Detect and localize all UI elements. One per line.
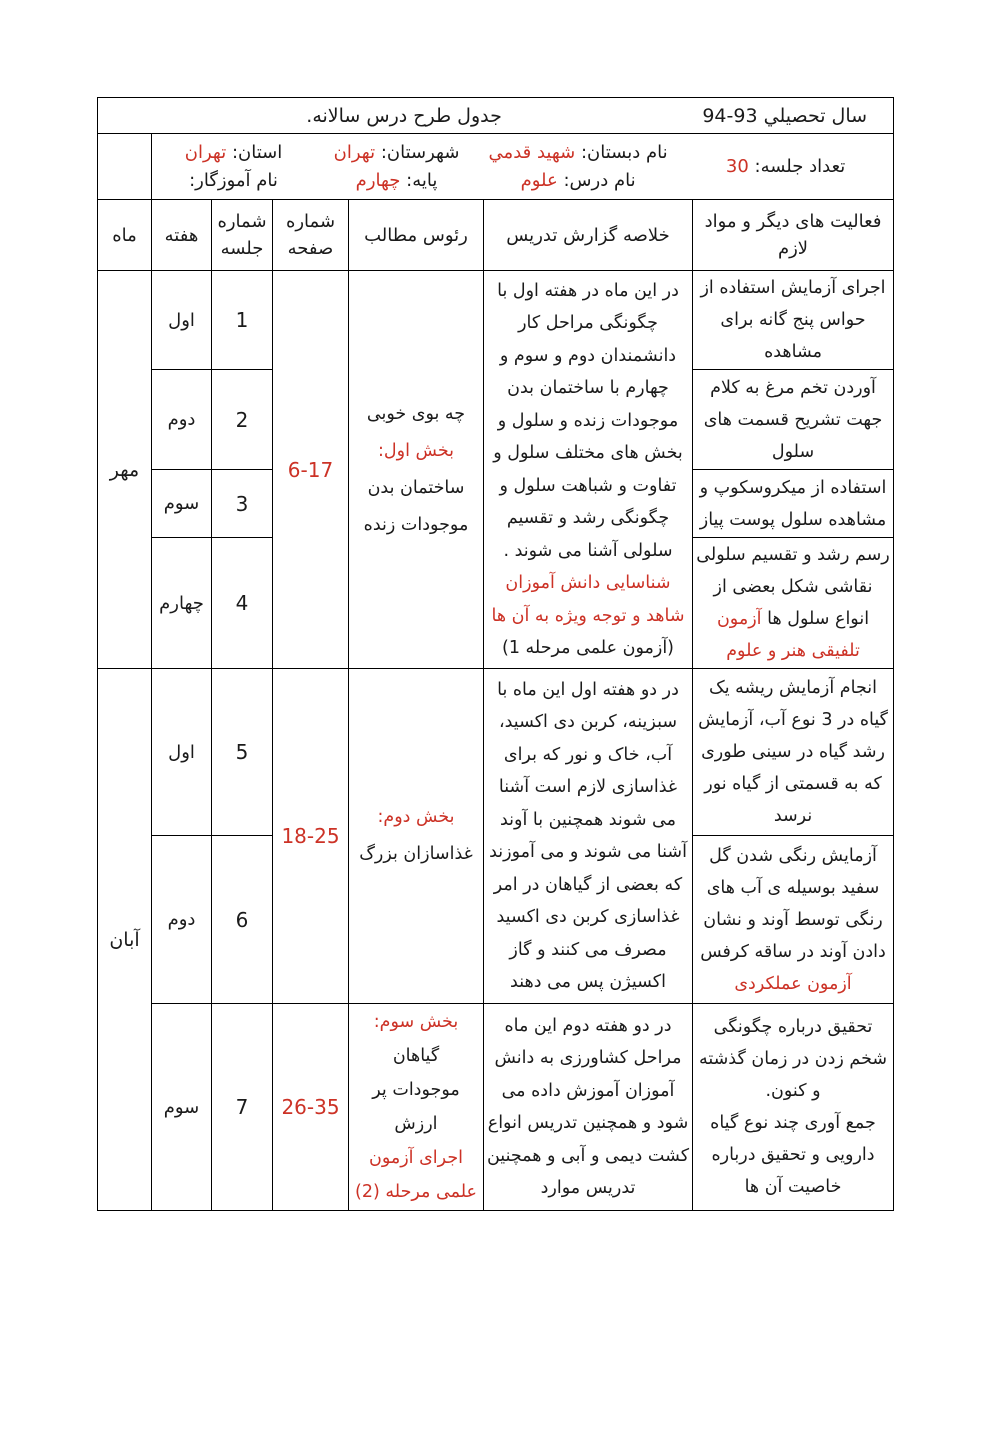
activity-cell: رسم رشد و تقسيم سلولی نقاشی شکل بعضی از انواع سلول ها آزمون تلفيقی هنر و علوم: [693, 538, 894, 669]
mehr-week1-row: [98, 271, 894, 370]
sessions-count-group: [678, 134, 893, 199]
week-cell: سوم: [152, 470, 212, 538]
activity-cell: تحقيق درباره چگونگی شخم زدن در زمان گذشته و کنون. جمع آوری چند نوع گياه دارويی و تحقيق درباره خاصيت آن ها: [693, 1004, 894, 1211]
subject-value: علوم: [520, 169, 558, 191]
month-cell-aban: آبان: [98, 669, 152, 1211]
grade-label: پايه:: [406, 169, 438, 191]
lesson-plan-table: [97, 97, 894, 1211]
page-title: جدول طرح درس سالانه.: [306, 104, 502, 127]
academic-year: سال تحصيلي 93-94: [702, 104, 868, 127]
topics-cell-aban-w12: بخش دوم: غذاسازان بزرگ: [349, 669, 484, 1004]
col-header-topics: رئوس مطالب: [349, 200, 484, 271]
county-label: شهرستان:: [380, 142, 460, 164]
activity-cell: آزمايش رنگی شدن گل سفيد بوسيله ی آب های رنگی توسط آوند و نشان دادن آوند در ساقه کرفس آزمون عملکردی: [693, 836, 894, 1004]
week-cell: دوم: [152, 370, 212, 470]
col-header-summary: خلاصه گزارش تدريس: [484, 200, 693, 271]
page-range-cell: 26-35: [273, 1004, 349, 1211]
session-number-cell: 1: [212, 271, 273, 370]
activity-cell: انجام آزمايش ريشه يک گياه در 3 نوع آب، آزمايش رشد گياه در سينی طوری که به قسمتی از گياه نور نرسد: [693, 669, 894, 836]
sessions-value: 30: [725, 156, 749, 177]
col-header-page: شماره صفحه: [273, 200, 349, 271]
school-value: شهيد قدمي: [488, 142, 576, 164]
school-subject-group: [478, 134, 678, 199]
topics-cell-aban-w3: بخش سوم: گياهان موجودات پر ارزش اجرای آزمون علمی مرحله (2): [349, 1004, 484, 1211]
session-number-cell: 6: [212, 836, 273, 1004]
column-header-row: [98, 200, 894, 271]
province-teacher-group: [152, 134, 315, 199]
col-header-week: هفته: [152, 200, 212, 271]
session-number-cell: 3: [212, 470, 273, 538]
province-value: تهران: [184, 142, 227, 164]
session-number-cell: 7: [212, 1004, 273, 1211]
month-cell-mehr: مهر: [98, 271, 152, 669]
session-number-cell: 4: [212, 538, 273, 669]
topics-cell-mehr: چه بوی خوبی بخش اول: ساختمان بدن موجودات زنده: [349, 271, 484, 669]
summary-cell-mehr: در اين ماه در هفته اول با چگونگی مراحل کار دانشمندان دوم و سوم و چهارم با ساختمان بدن موجودات زنده و سلول و بخش های مختلف سلول و تفاوت و شباهت سلول و چگونگی رشد و تقسيم سلولی آشنا می شوند . شناسايی دانش آموزان شاهد و توجه ويژه به آن ها (آزمون علمی مرحله 1): [484, 271, 693, 669]
week-cell: اول: [152, 669, 212, 836]
aban-week1-row: [98, 669, 894, 836]
sessions-label: تعداد جلسه:: [754, 156, 846, 177]
title-row: [98, 98, 894, 134]
grade-value: چهارم: [355, 169, 401, 191]
col-header-month: ماه: [98, 200, 152, 271]
summary-cell-aban-w3: در دو هفته دوم اين ماه مراحل کشاورزی به دانش آموزان آموزش داده می شود و همچنين تدريس انواع کشت ديمی و آبی و همچنين تدريس موارد: [484, 1004, 693, 1211]
county-value: تهران: [333, 142, 376, 164]
page-range-cell: 6-17: [273, 271, 349, 669]
school-label: نام دبستان:: [580, 142, 668, 164]
county-grade-group: [315, 134, 478, 199]
week-cell: چهارم: [152, 538, 212, 669]
title-cell: [98, 98, 894, 134]
info-row: [98, 134, 894, 200]
session-number-cell: 2: [212, 370, 273, 470]
province-label: استان:: [231, 142, 283, 164]
info-cell: [152, 134, 894, 200]
week-cell: سوم: [152, 1004, 212, 1211]
page-range-cell: 18-25: [273, 669, 349, 1004]
col-header-session: شماره جلسه: [212, 200, 273, 271]
activity-cell: اجرای آزمايش استفاده از حواس پنج گانه برای مشاهده: [693, 271, 894, 370]
activity-cell: آوردن تخم مرغ به کلام جهت تشريح قسمت های سلول: [693, 370, 894, 470]
session-number-cell: 5: [212, 669, 273, 836]
lesson-plan-sheet: [97, 97, 893, 1211]
activity-cell: استفاده از ميکروسکوپ و مشاهده سلول پوست پياز: [693, 470, 894, 538]
info-empty-cell: [98, 134, 152, 200]
week-cell: اول: [152, 271, 212, 370]
subject-label: نام درس:: [563, 169, 636, 191]
teacher-label: نام آموزگار:: [189, 169, 278, 191]
aban-week3-row: [98, 1004, 894, 1211]
col-header-activities: فعاليت های ديگر و مواد لازم: [693, 200, 894, 271]
summary-cell-aban-w12: در دو هفته اول اين ماه با سبزينه، کربن دی اکسيد، آب، خاک و نور که برای غذاسازی لازم است آشنا می شوند همچنين با آوند آشنا می شوند و می آموزند که بعضی از گياهان در امر غذاسازی کربن دی اکسيد مصرف می کنند و گاز اکسيژن پس می دهند: [484, 669, 693, 1004]
week-cell: دوم: [152, 836, 212, 1004]
